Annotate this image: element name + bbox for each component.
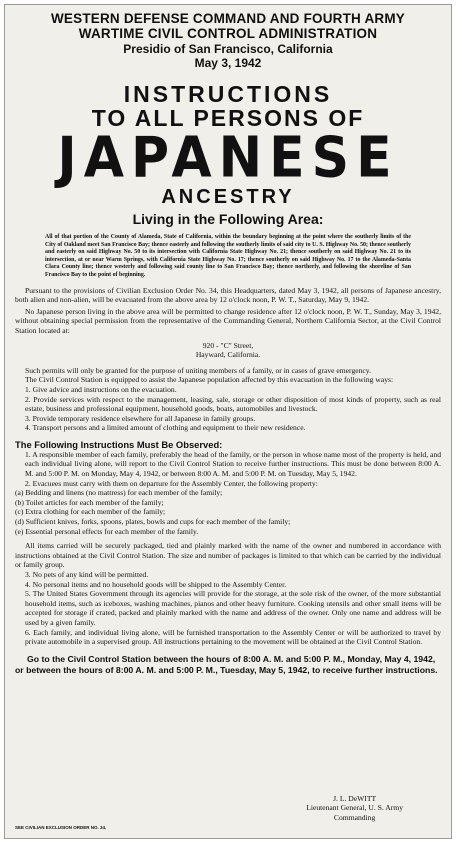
signature-name: J. L. DeWITT	[333, 793, 377, 803]
signature-rank: Lieutenant General, U. S. Army	[306, 803, 403, 812]
paragraph-station-services: The Civil Control Station is equipped to assist the Japanese population affected by this evacuation in the following ways:	[25, 375, 394, 385]
exclusion-poster	[4, 4, 452, 839]
address-street: 920 - "C" Street,	[202, 340, 254, 350]
body-text	[15, 286, 441, 433]
address-city: Hayward, California.	[195, 350, 261, 360]
title-living-area: Living in the Following Area:	[132, 211, 324, 227]
instruction-item: 2. Evacuees must carry with them on departure for the Assembly Center, the following property:	[25, 478, 318, 488]
property-item: (a) Bedding and linens (no mattress) for each member of the family;	[15, 488, 223, 498]
title-ancestry: ANCESTRY	[161, 186, 295, 208]
instruction-item: 6. Each family, and individual living alone, will be furnished transportation to the Assembly Center or will be authorized to travel by private automobile in a supervised group. All instructions pertaining to the movement will be obtained at the Civil Control Station.	[25, 627, 441, 647]
service-item: 3. Provide temporary residence elsewhere for all Japanese in family groups.	[25, 413, 256, 423]
instruction-item: 3. No pets of any kind will be permitted.	[25, 570, 149, 579]
command-heading: WESTERN DEFENSE COMMAND AND FOURTH ARMY	[50, 11, 406, 26]
property-item: (b) Toilet articles for each member of the family;	[15, 497, 164, 507]
service-item: 1. Give advice and instructions on the evacuation.	[25, 384, 177, 394]
closing-notice: Go to the Civil Control Station between the hours of 8:00 A. M. and 5:00 P. M., Monday, May 4, 1942, or between the hours of 8:00 A. M. and 5:00 P. M., Tuesday, May 5, 1942, to receive further instructions.	[15, 653, 438, 676]
paragraph-permits: Such permits will only be granted for the purpose of uniting members of a family, or in cases of grave emergency.	[25, 365, 371, 375]
signature-block	[306, 794, 403, 823]
paragraph-evacuation-order: Pursuant to the provisions of Civilian Exclusion Order No. 34, this Headquarters, dated May 3, 1942, all persons of Japanese ancestry, both alien and non-alien, will be evacuated from the above area by 12 o'clock noon, P. W. T., Saturday, May 9, 1942.	[15, 285, 441, 305]
instructions-body	[15, 450, 441, 647]
instruction-item: 1. A responsible member of each family, preferably the head of the family, or the person in whose name most of the property is held, and each individual living alone, will report to the Civil Control Station to receive further instructions. This must be done between 8:00 A. M. and 5:00 P. M. on Monday, May 4, 1942, or between 8:00 A. M. and 5:00 P. M. on Tuesday, May 5, 1942.	[25, 449, 441, 479]
administration-heading: WARTIME CIVIL CONTROL ADMINISTRATION	[78, 26, 378, 41]
title-japanese: JAPANESE	[57, 125, 399, 191]
date-heading: May 3, 1942	[194, 56, 262, 70]
service-item: 4. Transport persons and a limited amount of clothing and equipment to their new residence.	[25, 423, 306, 433]
property-item: (c) Extra clothing for each member of the family;	[15, 507, 166, 517]
title-to-all-persons: TO ALL PERSONS OF	[91, 105, 365, 131]
instruction-item: 4. No personal items and no household goods will be shipped to the Assembly Center.	[25, 579, 287, 589]
location-heading: Presidio of San Francisco, California	[123, 42, 333, 56]
service-item: 2. Provide services with respect to the management, leasing, sale, storage or other disposition of most kinds of property, such as real estate, business and professional equipment, household goods, boats, automobiles and livestock.	[25, 394, 441, 414]
property-item: (d) Sufficient knives, forks, spoons, plates, bowls and cups for each member of the family;	[15, 517, 291, 527]
instructions-heading: The Following Instructions Must Be Observed:	[15, 438, 223, 450]
boundary-description: All of that portion of the County of Alameda, State of California, within the boundary beginning at the point where the southerly limits of the City of Oakland meet San Francisco Bay; thence easterly and following the southerly limits of said city to U. S. Highway No. 50; thence southerly and easterly on said Highway No. 50 to its intersection with California State Highway No. 21; thence southerly on said Highway No. 21 to its intersection, at or near Warm Springs, with California State Highway No. 17; thence southerly on said Highway No. 17 to the Alameda-Santa Clara County line; thence westerly and following said county line to San Francisco Bay; thence northerly, and following the shoreline of San Francisco Bay to the point of beginning.	[45, 234, 411, 278]
paragraph-residence-change: No Japanese person living in the above area will be permitted to change residence after 12 o'clock noon, P. W. T., Sunday, May 3, 1942, without obtaining special permission from the representative of the Commanding General, Northern California Sector, at the Civil Control Station located at:	[15, 306, 441, 335]
order-footnote: SEE CIVILIAN EXCLUSION ORDER NO. 34.	[15, 825, 107, 830]
instruction-item: 5. The United States Government through its agencies will provide for the storage, at the sole risk of the owner, of the more substantial household items, such as iceboxes, washing machines, pianos and other heavy furniture. Cooking utensils and other small items will be accepted for storage if crated, packed and plainly marked with the name and address of the owner. Only one name and address will be used by a given family.	[25, 589, 441, 627]
title-instructions: INSTRUCTIONS	[123, 81, 333, 107]
signature-role: Commanding	[333, 812, 376, 822]
station-address	[15, 341, 441, 360]
paragraph-packaging: All items carried will be securely packaged, tied and plainly marked with the name of the owner and numbered in accordance with instructions obtained at the Civil Control Station. The size and number of packages is limited to that which can be carried by the individual or family group.	[15, 541, 441, 570]
property-item: (e) Essential personal effects for each member of the family.	[15, 526, 199, 536]
